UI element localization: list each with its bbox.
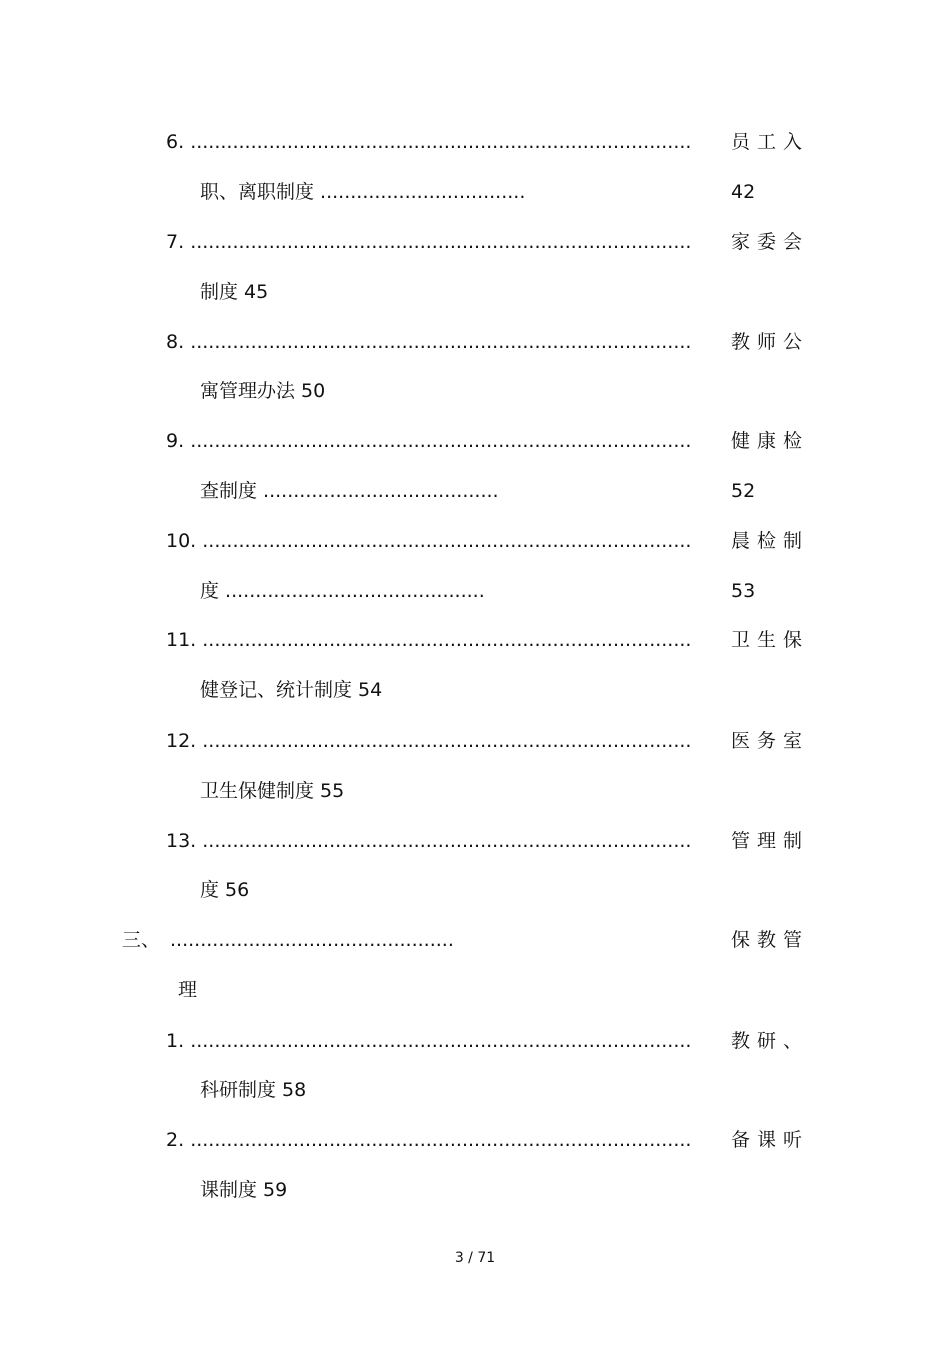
section-number: 三、: [122, 929, 161, 951]
entry-title-start: 家委会: [731, 231, 810, 253]
entry-title-cont: 科研制度 58: [200, 1079, 307, 1101]
entry-page: 52: [731, 480, 756, 502]
toc-entry-13: [166, 829, 691, 853]
dot-leader: ...................................................................................: [190, 1030, 692, 1052]
entry-number: 9.: [166, 430, 185, 452]
dot-leader: .................................................................................: [202, 830, 692, 852]
dot-leader: .................................................................................: [202, 730, 692, 752]
section-title-cont: 理: [178, 979, 198, 1001]
entry-title-cont: 查制度 .......................................: [200, 480, 499, 502]
dot-leader: ...................................................................................: [190, 331, 692, 353]
toc-entry-12: [166, 729, 691, 753]
entry-page: 42: [731, 181, 756, 203]
toc-entry-1: [166, 1029, 691, 1053]
toc-entry-11: [166, 628, 691, 652]
entry-number: 11.: [166, 629, 197, 651]
entry-title-cont: 职、离职制度 ..................................: [200, 181, 526, 203]
entry-number: 8.: [166, 331, 185, 353]
entry-number: 6.: [166, 131, 185, 153]
dot-leader: ...................................................................................: [190, 131, 692, 153]
entry-title-start: 晨检制: [731, 530, 810, 552]
toc-entry-6: [166, 130, 691, 154]
entry-title-start: 教研、: [731, 1030, 810, 1052]
dot-leader: ...............................................: [170, 929, 454, 951]
entry-number: 7.: [166, 231, 185, 253]
toc-entry-8: [166, 330, 691, 354]
entry-title-start: 健康检: [731, 430, 810, 452]
dot-leader: ...................................................................................: [190, 1129, 692, 1151]
entry-title-start: 员工入: [731, 131, 810, 153]
entry-number: 12.: [166, 730, 197, 752]
entry-title-cont: 寓管理办法 50: [200, 380, 326, 402]
entry-number: 10.: [166, 530, 197, 552]
entry-title-start: 管理制: [731, 830, 810, 852]
entry-title-start: 备课听: [731, 1129, 810, 1151]
dot-leader: ...................................................................................: [190, 430, 692, 452]
toc-entry-9: [166, 429, 691, 453]
entry-title-start: 卫生保: [731, 629, 810, 651]
entry-title-cont: 度 56: [200, 879, 250, 901]
entry-number: 13.: [166, 830, 197, 852]
toc-section-3: [122, 928, 160, 952]
page-number: 3 / 71: [454, 1250, 496, 1266]
entry-title-cont: 健登记、统计制度 54: [200, 679, 383, 701]
entry-title-cont: 课制度 59: [200, 1179, 288, 1201]
dot-leader: ...................................................................................: [190, 231, 692, 253]
entry-number: 2.: [166, 1129, 185, 1151]
entry-page: 53: [731, 580, 756, 602]
entry-number: 1.: [166, 1030, 185, 1052]
toc-entry-7: [166, 230, 691, 254]
entry-title-cont: 卫生保健制度 55: [200, 780, 345, 802]
entry-title-start: 医务室: [731, 730, 810, 752]
entry-title-cont: 制度 45: [200, 281, 269, 303]
dot-leader: .................................................................................: [202, 629, 692, 651]
entry-title-start: 教师公: [731, 331, 810, 353]
section-title-start: 保教管: [731, 929, 810, 951]
toc-entry-10: [166, 529, 691, 553]
entry-title-cont: 度 ...........................................: [200, 580, 485, 602]
dot-leader: .................................................................................: [202, 530, 692, 552]
toc-entry-2: [166, 1128, 691, 1152]
